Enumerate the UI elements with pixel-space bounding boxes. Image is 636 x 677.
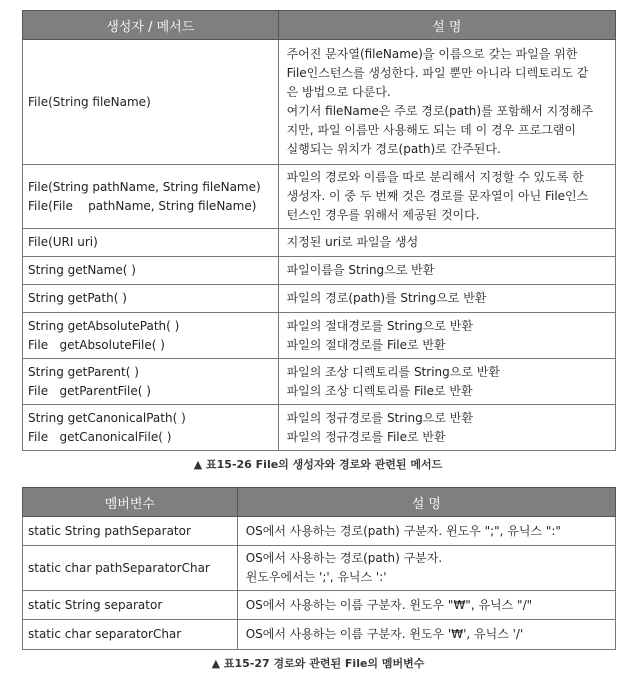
file-members-table [22,487,616,650]
member-cell [23,620,238,650]
table-row [23,285,616,313]
description-cell [278,285,615,313]
table-row [23,620,616,650]
description-cell [237,546,615,591]
member-cell [23,546,238,591]
description-cell [237,517,615,546]
cell-text: String getParent( ) [28,364,139,379]
cell-text: static String pathSeparator [28,523,191,538]
cell-text: static char separatorChar [28,627,182,641]
description-cell [278,229,615,257]
cell-text: static char pathSeparatorChar [28,560,210,575]
cell-text: String getCanonicalPath( ) [28,410,186,425]
table-row [23,165,616,229]
cell-text: 지만, 파일 이름만 사용해도 되는 데 이 경우 프로그램이 [286,123,576,137]
cell-text: 실행되는 위치가 경로(path)로 간주된다. [286,142,501,156]
cell-text: String getPath( ) [28,291,127,305]
table-caption: ▲ 표15-27 경로와 관련된 File의 멤버변수 [211,657,425,670]
description-cell [278,257,615,285]
method-cell [23,285,279,313]
column-header: 생성자 / 메서드 [23,11,279,40]
cell-text: 파일의 절대경로를 File로 반환 [286,337,446,352]
cell-text: 턴스인 경우를 위해서 제공된 것이다. [286,208,480,222]
cell-text: 파일의 조상 디렉토리를 File로 반환 [286,383,473,398]
table-row [23,257,616,285]
cell-text: String getName( ) [28,263,136,277]
cell-text: File(String pathName, String fileName) [28,179,261,194]
table-row [23,313,616,359]
table-row [23,40,616,165]
table-row [23,546,616,591]
cell-text: static String separator [28,597,163,612]
file-methods-table [22,10,616,451]
description-cell [278,313,615,359]
column-header: 설 명 [237,488,615,517]
cell-text: 파일이름을 String으로 반환 [286,263,435,277]
cell-text: OS에서 사용하는 경로(path) 구분자. [245,551,443,565]
method-cell [23,257,279,285]
cell-text: 파일의 절대경로를 String으로 반환 [286,318,473,333]
cell-text: File getCanonicalFile( ) [28,429,172,444]
cell-text: 은 방법으로 다룬다. [286,85,391,99]
cell-text: 파일의 조상 디렉토리를 String으로 반환 [286,364,500,379]
cell-text: 파일의 정규경로를 File로 반환 [286,429,446,444]
table-body [23,517,616,650]
method-cell [23,165,279,229]
table-row [23,229,616,257]
table-row [23,405,616,451]
member-cell [23,591,238,620]
cell-text: 생성자. 이 중 두 번째 것은 경로를 문자열이 아닌 File인스 [286,189,589,203]
cell-text: File(String fileName) [28,94,151,109]
cell-text: File getParentFile( ) [28,383,151,398]
column-header: 설 명 [278,11,615,40]
table-header-row [23,488,616,517]
method-cell [23,359,279,405]
description-cell [278,359,615,405]
cell-text: 주어진 문자열(fileName)을 이름으로 갖는 파일을 위한 [286,47,578,61]
table-header-row [23,11,616,40]
description-cell [237,620,615,650]
cell-text: OS에서 사용하는 경로(path) 구분자. 윈도우 ";", 유닉스 ":" [245,523,561,538]
cell-text: 여기서 fileName은 주로 경로(path)를 포함해서 지정해주 [286,104,594,118]
cell-text: OS에서 사용하는 이름 구분자. 윈도우 "₩", 유닉스 "/" [245,597,533,612]
table-body [23,40,616,451]
cell-text: String getAbsolutePath( ) [28,318,180,333]
cell-text: 파일의 경로(path)를 String으로 반환 [286,291,487,305]
cell-text: File getAbsoluteFile( ) [28,337,165,352]
description-cell [278,165,615,229]
cell-text: OS에서 사용하는 이름 구분자. 윈도우 '₩', 유닉스 '/' [245,627,524,641]
table-row [23,517,616,546]
table-caption: ▲ 표15-26 File의 생성자와 경로와 관련된 메서드 [193,458,443,471]
cell-text: 윈도우에서는 ';', 유닉스 ':' [245,570,387,584]
table-row [23,359,616,405]
cell-text: File인스턴스를 생성한다. 파일 뿐만 아니라 디렉토리도 같 [286,66,589,80]
description-cell [278,40,615,165]
description-cell [278,405,615,451]
member-cell [23,517,238,546]
method-cell [23,229,279,257]
cell-text: 파일의 경로와 이름을 따로 분리해서 지정할 수 있도록 한 [286,170,584,184]
method-cell [23,40,279,165]
column-header: 멤버변수 [23,488,238,517]
method-cell [23,405,279,451]
table-row [23,591,616,620]
cell-text: File(File pathName, String fileName) [28,198,257,213]
description-cell [237,591,615,620]
cell-text: 지정된 uri로 파일을 생성 [286,235,419,249]
cell-text: 파일의 정규경로를 String으로 반환 [286,410,473,425]
cell-text: File(URI uri) [28,235,98,249]
method-cell [23,313,279,359]
